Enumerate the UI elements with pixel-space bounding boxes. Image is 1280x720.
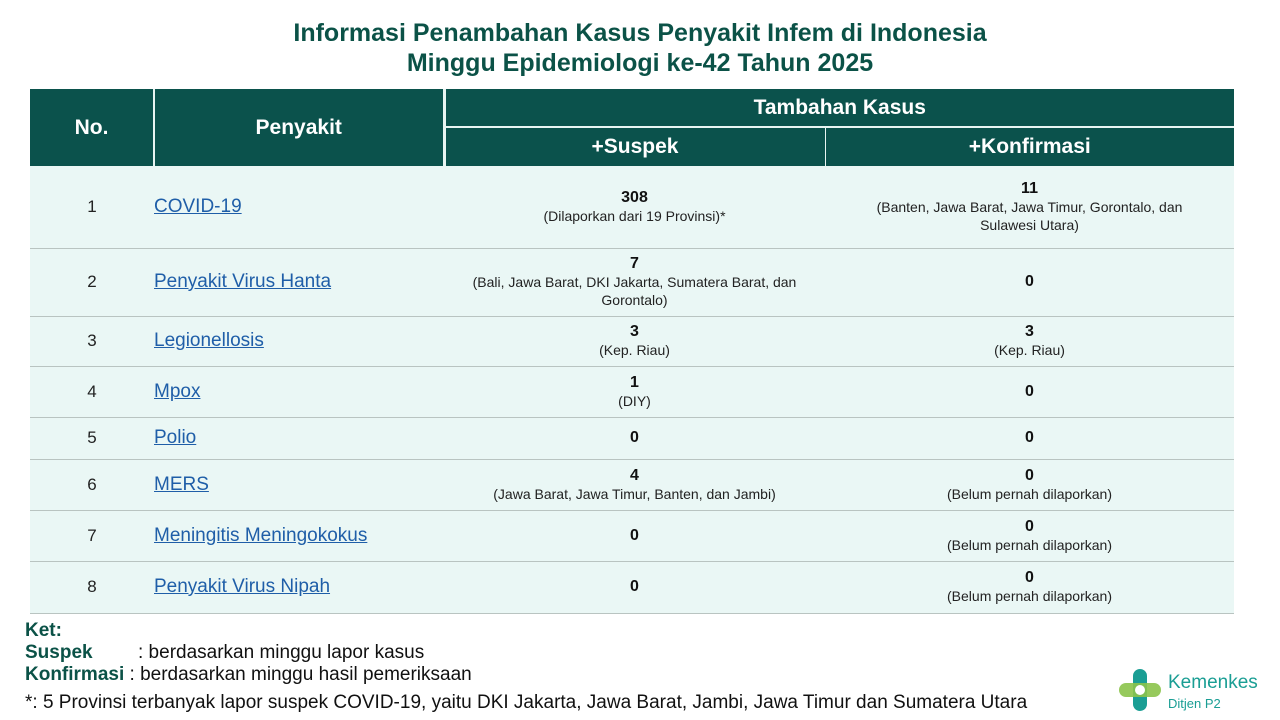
row-number: 4 — [30, 366, 154, 417]
header-konfirmasi: +Konfirmasi — [825, 127, 1234, 166]
disease-link[interactable]: Penyakit Virus Nipah — [154, 576, 331, 597]
disease-cell — [154, 248, 444, 316]
suspek-cell — [444, 459, 825, 510]
suspek-value: 7 — [630, 255, 639, 272]
suspek-cell — [444, 316, 825, 366]
konfirmasi-cell — [825, 510, 1234, 561]
konfirmasi-note: (Kep. Riau) — [994, 342, 1065, 358]
suspek-cell — [444, 248, 825, 316]
konfirmasi-value: 11 — [1021, 179, 1038, 197]
table-row — [30, 417, 1234, 459]
suspek-note: (Dilaporkan dari 19 Provinsi)* — [543, 207, 726, 224]
title-line-1: Informasi Penambahan Kasus Penyakit Infem di Indonesia — [293, 19, 987, 47]
legend-suspek-line — [25, 642, 472, 664]
disease-link[interactable]: Polio — [154, 427, 197, 448]
disease-cell — [154, 510, 444, 561]
konfirmasi-value: 0 — [1025, 569, 1034, 586]
legend-konfirmasi-desc: : berdasarkan minggu hasil pemeriksaan — [129, 664, 472, 685]
table-row — [30, 316, 1234, 366]
header-tambahan-kasus: Tambahan Kasus — [444, 89, 1234, 127]
suspek-cell — [444, 166, 825, 248]
footnote: *: 5 Provinsi terbanyak lapor suspek COVID-19, yaitu DKI Jakarta, Jawa Barat, Jambi, Jawa Timur dan Sumatera Utara — [25, 692, 1028, 713]
konfirmasi-value: 3 — [1025, 323, 1034, 340]
disease-cell — [154, 417, 444, 459]
konfirmasi-note: (Banten, Jawa Barat, Jawa Timur, Gorontalo, dan Sulawesi Utara) — [876, 198, 1183, 233]
konfirmasi-cell — [825, 459, 1234, 510]
konfirmasi-note: (Belum pernah dilaporkan) — [947, 588, 1112, 604]
konfirmasi-cell — [825, 366, 1234, 417]
legend-ket: Ket: — [25, 620, 62, 641]
disease-cell — [154, 316, 444, 366]
suspek-cell — [444, 561, 825, 613]
header-suspek: +Suspek — [444, 127, 825, 166]
logo-sub: Ditjen P2 — [1168, 696, 1221, 711]
konfirmasi-cell — [825, 316, 1234, 366]
konfirmasi-value: 0 — [1025, 517, 1034, 535]
table-row — [30, 366, 1234, 417]
cases-table — [30, 89, 1234, 614]
legend-suspek-term: Suspek — [25, 642, 93, 663]
row-number: 7 — [30, 510, 154, 561]
suspek-value: 0 — [630, 429, 639, 446]
row-number: 5 — [30, 417, 154, 459]
konfirmasi-note: (Belum pernah dilaporkan) — [947, 536, 1112, 553]
row-number: 1 — [30, 166, 154, 248]
disease-link[interactable]: COVID-19 — [154, 195, 242, 217]
suspek-note: (Kep. Riau) — [599, 342, 670, 358]
row-number: 2 — [30, 248, 154, 316]
suspek-note: (Bali, Jawa Barat, DKI Jakarta, Sumatera Barat, dan Gorontalo) — [472, 274, 797, 308]
table-row — [30, 459, 1234, 510]
suspek-value: 308 — [621, 188, 648, 206]
header-no: No. — [30, 89, 154, 166]
suspek-value: 0 — [630, 526, 639, 544]
suspek-cell — [444, 417, 825, 459]
konfirmasi-cell — [825, 166, 1234, 248]
row-number: 3 — [30, 316, 154, 366]
disease-cell — [154, 166, 444, 248]
konfirmasi-note: (Belum pernah dilaporkan) — [947, 485, 1112, 502]
title-line-2: Minggu Epidemiologi ke-42 Tahun 2025 — [406, 49, 874, 77]
konfirmasi-value: 0 — [1025, 382, 1034, 400]
disease-link[interactable]: Penyakit Virus Hanta — [154, 271, 332, 292]
table-row — [30, 510, 1234, 561]
suspek-note: (Jawa Barat, Jawa Timur, Banten, dan Jambi) — [493, 485, 776, 502]
disease-cell — [154, 459, 444, 510]
legend — [25, 620, 472, 686]
row-number: 6 — [30, 459, 154, 510]
disease-link[interactable]: Legionellosis — [154, 330, 264, 351]
disease-cell — [154, 561, 444, 613]
konfirmasi-value: 0 — [1025, 429, 1034, 446]
suspek-value: 0 — [630, 578, 639, 595]
kemenkes-logo — [1116, 666, 1276, 716]
suspek-value: 3 — [630, 323, 639, 340]
header-penyakit: Penyakit — [154, 89, 444, 166]
table-body — [30, 166, 1234, 613]
disease-cell — [154, 366, 444, 417]
konfirmasi-cell — [825, 417, 1234, 459]
disease-link[interactable]: Meningitis Meningokokus — [154, 524, 368, 546]
legend-suspek-desc: : berdasarkan minggu lapor kasus — [138, 642, 425, 663]
legend-konfirmasi-term: Konfirmasi — [25, 664, 125, 685]
row-number: 8 — [30, 561, 154, 613]
suspek-cell — [444, 366, 825, 417]
konfirmasi-cell — [825, 561, 1234, 613]
suspek-value: 1 — [630, 373, 639, 391]
suspek-value: 4 — [630, 466, 639, 484]
konfirmasi-value: 0 — [1025, 466, 1034, 484]
page-title — [0, 18, 1280, 78]
disease-link[interactable]: Mpox — [154, 380, 201, 402]
suspek-cell — [444, 510, 825, 561]
suspek-note: (DIY) — [618, 392, 651, 409]
table-row — [30, 248, 1234, 316]
konfirmasi-value: 0 — [1025, 273, 1034, 290]
disease-link[interactable]: MERS — [154, 473, 209, 495]
logo-brand: Kemenkes — [1168, 672, 1258, 693]
legend-konfirmasi-line — [25, 664, 472, 686]
konfirmasi-cell — [825, 248, 1234, 316]
table-row — [30, 166, 1234, 248]
kemenkes-logo-icon — [1116, 666, 1164, 714]
table-row — [30, 561, 1234, 613]
